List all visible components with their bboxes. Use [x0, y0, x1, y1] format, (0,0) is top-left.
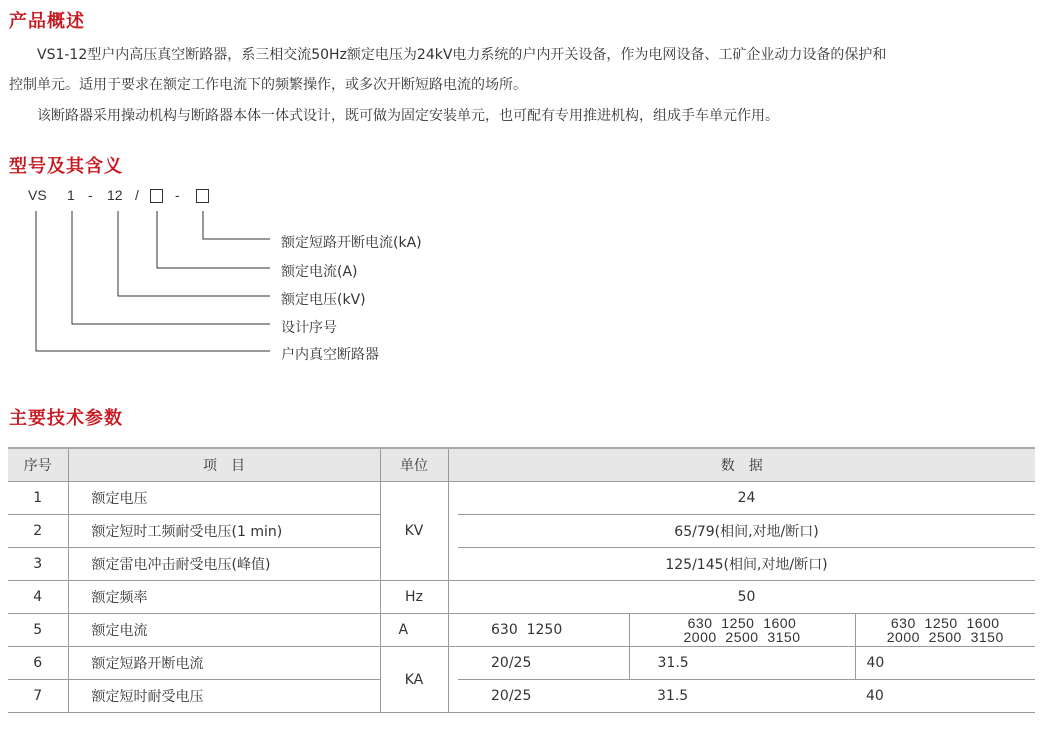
model-title: 型号及其含义 [9, 156, 123, 177]
table-row [8, 614, 1035, 647]
table-row [8, 581, 1035, 614]
header-no: 序号 [8, 448, 68, 482]
model-vs: VS [28, 187, 47, 203]
model-label-design-no: 设计序号 [281, 320, 337, 336]
row-value: 125/145(相间,对地/断口) [458, 548, 1035, 581]
model-label-indoor-breaker: 户内真空断路器 [281, 347, 379, 363]
overview-paragraph-2: 该断路器采用操动机构与断路器本体一体式设计，既可做为固定安装单元，也可配有专用推进机构，组成手车单元作用。 [37, 108, 779, 124]
row-no: 3 [8, 548, 68, 581]
row-value: 50 [458, 581, 1035, 614]
unit-hz: Hz [380, 581, 448, 614]
header-unit: 单位 [380, 448, 448, 482]
params-table [8, 447, 1035, 713]
model-dash-2: - [175, 187, 180, 203]
row-value-col2: 31.5 [629, 647, 855, 680]
model-slash: / [135, 187, 139, 203]
model-label-rated-voltage: 额定电压(kV) [281, 292, 366, 308]
table-row [8, 548, 1035, 581]
unit-a: A [380, 614, 448, 647]
unit-ka: KA [380, 647, 448, 713]
row-item: 额定电压 [68, 482, 380, 515]
row-no: 1 [8, 482, 68, 515]
row-item: 额定短时工频耐受电压(1 min) [68, 515, 380, 548]
overview-paragraph-1b: 控制单元。适用于要求在额定工作电流下的频繁操作，或多次开断短路电流的场所。 [9, 77, 527, 93]
table-row [8, 482, 1035, 515]
overview-title: 产品概述 [9, 11, 85, 32]
params-title: 主要技术参数 [9, 408, 123, 429]
header-item: 项 目 [68, 448, 380, 482]
row-item: 额定频率 [68, 581, 380, 614]
row-value: 65/79(相间,对地/断口) [458, 515, 1035, 548]
row-value-col1: 20/25 [458, 680, 629, 713]
row-value-col3: 40 [855, 680, 1035, 713]
table-row [8, 515, 1035, 548]
row-no: 5 [8, 614, 68, 647]
row-no: 7 [8, 680, 68, 713]
row-item: 额定短路开断电流 [68, 647, 380, 680]
unit-kv: KV [380, 482, 448, 581]
model-voltage: 12 [107, 187, 123, 203]
row-value-col2: 630 1250 1600 2000 2500 3150 [629, 614, 855, 647]
row-no: 6 [8, 647, 68, 680]
row-item: 额定雷电冲击耐受电压(峰值) [68, 548, 380, 581]
row-item: 额定电流 [68, 614, 380, 647]
row-value-col1: 630 1250 [458, 614, 629, 647]
header-data: 数 据 [448, 448, 1035, 482]
model-label-rated-current: 额定电流(A) [281, 264, 358, 280]
row-value-col3: 40 [855, 647, 1035, 680]
row-value-col3: 630 1250 1600 2000 2500 3150 [855, 614, 1035, 647]
table-row [8, 680, 1035, 713]
model-dash: - [88, 187, 93, 203]
model-label-breaking-current: 额定短路开断电流(kA) [281, 235, 422, 251]
row-value: 24 [458, 482, 1035, 515]
row-no: 2 [8, 515, 68, 548]
table-row [8, 647, 1035, 680]
row-value-col2: 31.5 [629, 680, 855, 713]
overview-paragraph-1a: VS1-12型户内高压真空断路器，系三相交流50Hz额定电压为24kV电力系统的户内开关设备，作为电网设备、工矿企业动力设备的保护和 [37, 47, 887, 63]
table-header-row [8, 448, 1035, 482]
row-value-col1: 20/25 [458, 647, 629, 680]
row-no: 4 [8, 581, 68, 614]
row-item: 额定短时耐受电压 [68, 680, 380, 713]
model-design-no: 1 [67, 187, 75, 203]
